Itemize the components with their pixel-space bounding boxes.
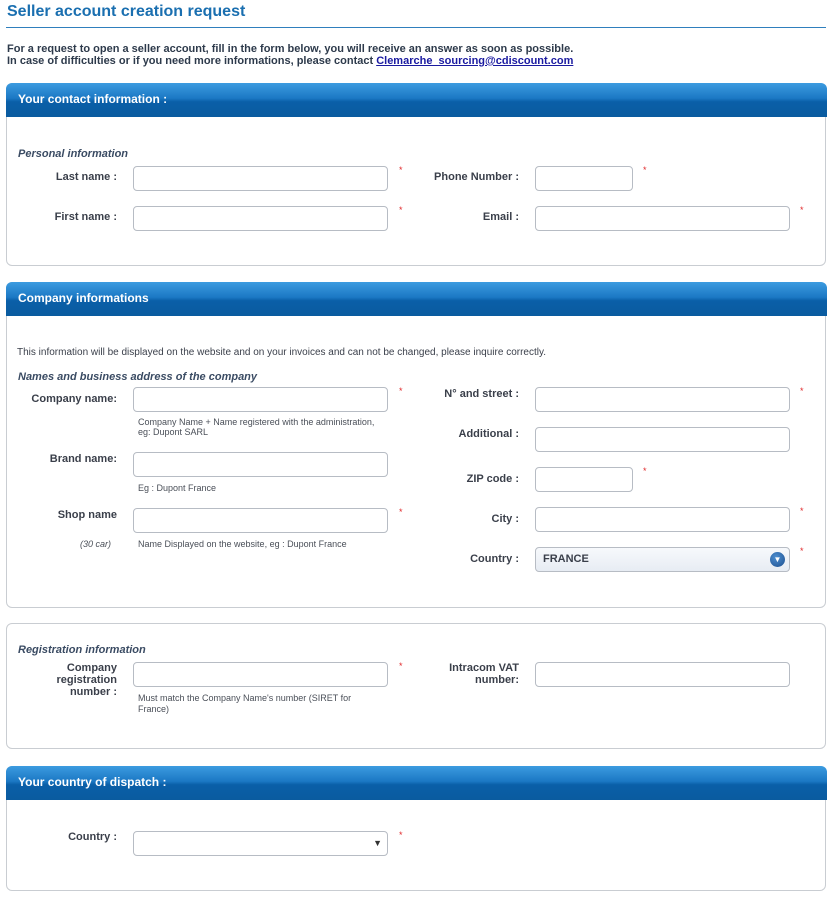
brand-name-help: Eg : Dupont France (138, 483, 217, 493)
street-label: N° and street : (444, 388, 519, 400)
phone-number-label: Phone Number : (434, 171, 519, 183)
street-input[interactable] (535, 387, 790, 412)
additional-label: Additional : (458, 428, 519, 440)
company-name-label: Company name: (31, 393, 117, 405)
email-input[interactable] (535, 206, 790, 231)
dispatch-country-label: Country : (68, 831, 117, 843)
company-registration-label-line-3: number : (69, 686, 117, 698)
email-required-mark: * (800, 205, 804, 215)
shop-name-input[interactable] (133, 508, 388, 533)
city-input[interactable] (535, 507, 790, 532)
country-select[interactable] (535, 547, 790, 572)
title-divider (6, 27, 826, 28)
company-informations-panel (6, 282, 826, 608)
shop-name-char-limit: (30 car) (80, 539, 112, 549)
city-label: City : (491, 513, 519, 525)
email-label: Email : (482, 211, 519, 223)
country-of-dispatch-panel (6, 766, 826, 891)
zip-code-required-mark: * (643, 466, 647, 476)
contact-information-panel (6, 83, 826, 266)
brand-name-label: Brand name: (49, 453, 117, 465)
phone-required-mark: * (643, 165, 647, 175)
company-info-notice: This information will be displayed on the website and on your invoices and can not be changed, please inquire correctly. (17, 347, 547, 358)
contact-email-link[interactable]: Clemarche_sourcing@cdiscount.com (376, 55, 574, 67)
personal-information-label: Personal information (18, 148, 129, 160)
registration-information-label: Registration information (18, 644, 146, 656)
company-registration-help-line-2: France) (138, 704, 170, 714)
zip-code-input[interactable] (535, 467, 633, 492)
intracom-vat-label-line-2: number: (475, 674, 519, 686)
contact-information-header: Your contact information : (6, 83, 827, 117)
country-selected-value: FRANCE (543, 553, 589, 565)
company-name-help-line-1: Company Name + Name registered with the administration, (138, 417, 375, 427)
last-name-required-mark: * (399, 165, 403, 175)
first-name-input[interactable] (133, 206, 388, 231)
shop-name-help: Name Displayed on the website, eg : Dupont France (138, 539, 347, 549)
shop-name-label: Shop name (57, 509, 117, 521)
company-registration-label-line-2: registration (56, 674, 117, 686)
additional-address-input[interactable] (535, 427, 790, 452)
first-name-label: First name : (54, 211, 117, 223)
intro-text-line-1: For a request to open a seller account, fill in the form below, you will receive an answer as soon as possible. (7, 43, 574, 55)
country-required-mark: * (800, 546, 804, 556)
chevron-down-icon[interactable]: ▼ (770, 552, 785, 567)
street-required-mark: * (800, 386, 804, 396)
company-registration-label (17, 662, 117, 698)
registration-information-panel (6, 623, 826, 749)
intracom-vat-input[interactable] (535, 662, 790, 687)
company-registration-input[interactable] (133, 662, 388, 687)
dispatch-country-required-mark: * (399, 830, 403, 840)
first-name-required-mark: * (399, 205, 403, 215)
intro-text-line-2 (7, 55, 573, 67)
last-name-input[interactable] (133, 166, 388, 191)
city-required-mark: * (800, 506, 804, 516)
brand-name-input[interactable] (133, 452, 388, 477)
company-name-required-mark: * (399, 386, 403, 396)
last-name-label: Last name : (55, 171, 117, 183)
phone-number-input[interactable] (535, 166, 633, 191)
company-name-help-line-2: eg: Dupont SARL (138, 427, 209, 437)
intracom-vat-label-line-1: Intracom VAT (449, 662, 519, 674)
intracom-vat-label (407, 662, 519, 686)
company-registration-help-line-1: Must match the Company Name's number (SIRET for (138, 693, 352, 703)
intro-contact-prefix: In case of difficulties or if you need more informations, please contact (7, 55, 377, 67)
dispatch-country-select[interactable] (133, 831, 388, 856)
company-name-input[interactable] (133, 387, 388, 412)
country-label: Country : (470, 553, 519, 565)
company-registration-required-mark: * (399, 661, 403, 671)
shop-name-required-mark: * (399, 507, 403, 517)
business-address-section-label: Names and business address of the company (18, 371, 258, 383)
page-title: Seller account creation request (7, 3, 246, 20)
country-of-dispatch-header: Your country of dispatch : (6, 766, 827, 800)
company-registration-label-line-1: Company (66, 662, 117, 674)
company-informations-header: Company informations (6, 282, 827, 316)
caret-down-icon[interactable]: ▼ (373, 838, 382, 848)
zip-code-label: ZIP code : (466, 473, 519, 485)
